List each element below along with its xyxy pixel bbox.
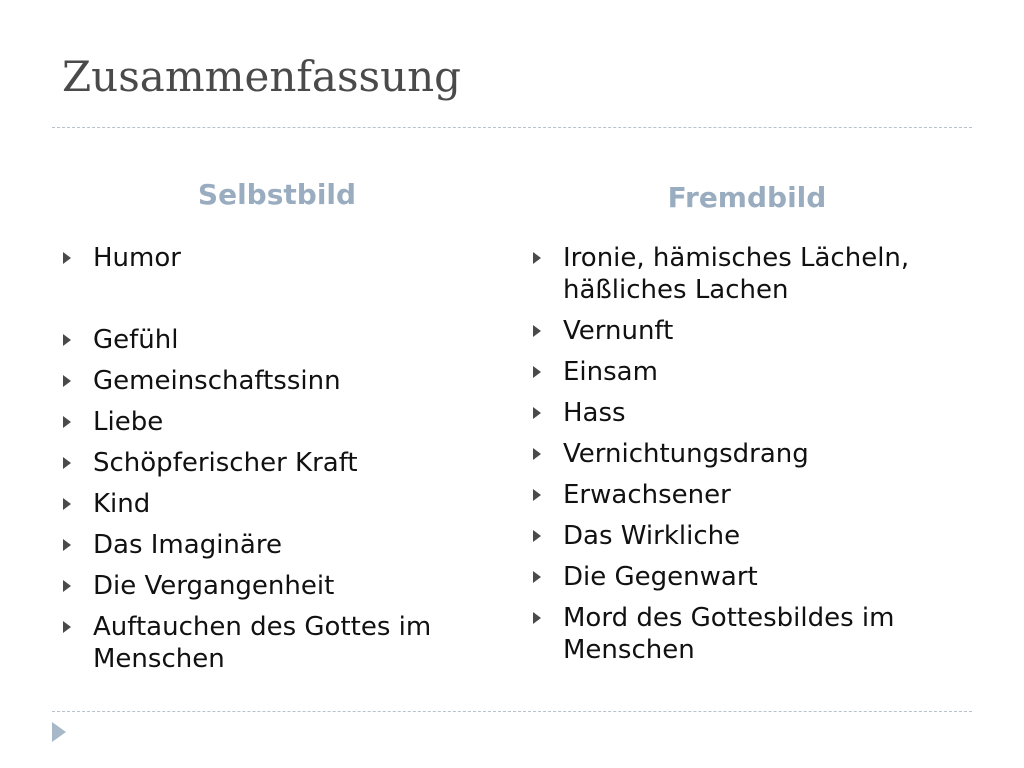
list-item-text: Erwachsener bbox=[563, 480, 731, 510]
list-item-text: Das Imaginäre bbox=[93, 530, 282, 560]
list-item-text: Auftauchen des Gottes im Menschen bbox=[93, 612, 432, 674]
list-item bbox=[62, 529, 482, 561]
slide-title: Zusammenfassung bbox=[62, 52, 462, 101]
list-item-text: Mord des Gottesbildes im Menschen bbox=[563, 603, 895, 665]
triangle-bullet-icon bbox=[63, 498, 71, 510]
list-item bbox=[62, 324, 482, 356]
list-item-text: Einsam bbox=[563, 357, 658, 387]
list-item bbox=[62, 447, 482, 479]
list-item bbox=[532, 315, 952, 347]
list-item bbox=[532, 479, 952, 511]
list-item bbox=[532, 438, 952, 470]
triangle-bullet-icon bbox=[63, 334, 71, 346]
list-item-text: Vernichtungsdrang bbox=[563, 439, 809, 469]
triangle-bullet-icon bbox=[533, 407, 541, 419]
triangle-bullet-icon bbox=[63, 580, 71, 592]
list-item bbox=[532, 242, 952, 306]
list-item-text: Gemeinschaftssinn bbox=[93, 366, 341, 396]
triangle-bullet-icon bbox=[533, 366, 541, 378]
list-item-text: Humor bbox=[93, 243, 181, 273]
triangle-bullet-icon bbox=[63, 621, 71, 633]
triangle-bullet-icon bbox=[533, 252, 541, 264]
triangle-bullet-icon bbox=[63, 539, 71, 551]
list-item bbox=[62, 488, 482, 520]
list-item-text: Vernunft bbox=[563, 316, 674, 346]
triangle-bullet-icon bbox=[533, 612, 541, 624]
fremdbild-list bbox=[532, 242, 952, 675]
list-item bbox=[62, 570, 482, 602]
list-item-text: Die Vergangenheit bbox=[93, 571, 335, 601]
list-item bbox=[62, 242, 482, 274]
list-item bbox=[532, 356, 952, 388]
triangle-bullet-icon bbox=[63, 375, 71, 387]
list-item-text: Kind bbox=[93, 489, 151, 519]
triangle-bullet-icon bbox=[533, 325, 541, 337]
footer-divider bbox=[52, 711, 972, 712]
list-item-text: Gefühl bbox=[93, 325, 179, 355]
list-item bbox=[532, 520, 952, 552]
list-item-text: Ironie, hämisches Lächeln, häßliches Lachen bbox=[563, 243, 910, 305]
title-divider bbox=[52, 127, 972, 128]
list-item bbox=[62, 406, 482, 438]
triangle-bullet-icon bbox=[63, 457, 71, 469]
list-item bbox=[62, 365, 482, 397]
list-item-text: Schöpferischer Kraft bbox=[93, 448, 358, 478]
list-item bbox=[532, 561, 952, 593]
list-item bbox=[62, 611, 482, 675]
triangle-bullet-icon bbox=[63, 252, 71, 264]
column-heading-selbstbild: Selbstbild bbox=[197, 178, 357, 211]
list-item bbox=[532, 602, 952, 666]
list-item-text: Die Gegenwart bbox=[563, 562, 758, 592]
triangle-bullet-icon bbox=[533, 448, 541, 460]
triangle-bullet-icon bbox=[533, 530, 541, 542]
list-item-text: Hass bbox=[563, 398, 626, 428]
list-item bbox=[532, 397, 952, 429]
column-heading-fremdbild: Fremdbild bbox=[667, 181, 827, 214]
triangle-bullet-icon bbox=[63, 416, 71, 428]
list-spacer bbox=[62, 283, 482, 315]
play-arrow-icon[interactable] bbox=[52, 722, 66, 742]
list-item-text: Liebe bbox=[93, 407, 164, 437]
triangle-bullet-icon bbox=[533, 489, 541, 501]
list-item-text: Das Wirkliche bbox=[563, 521, 741, 551]
selbstbild-list bbox=[62, 242, 482, 684]
triangle-bullet-icon bbox=[533, 571, 541, 583]
